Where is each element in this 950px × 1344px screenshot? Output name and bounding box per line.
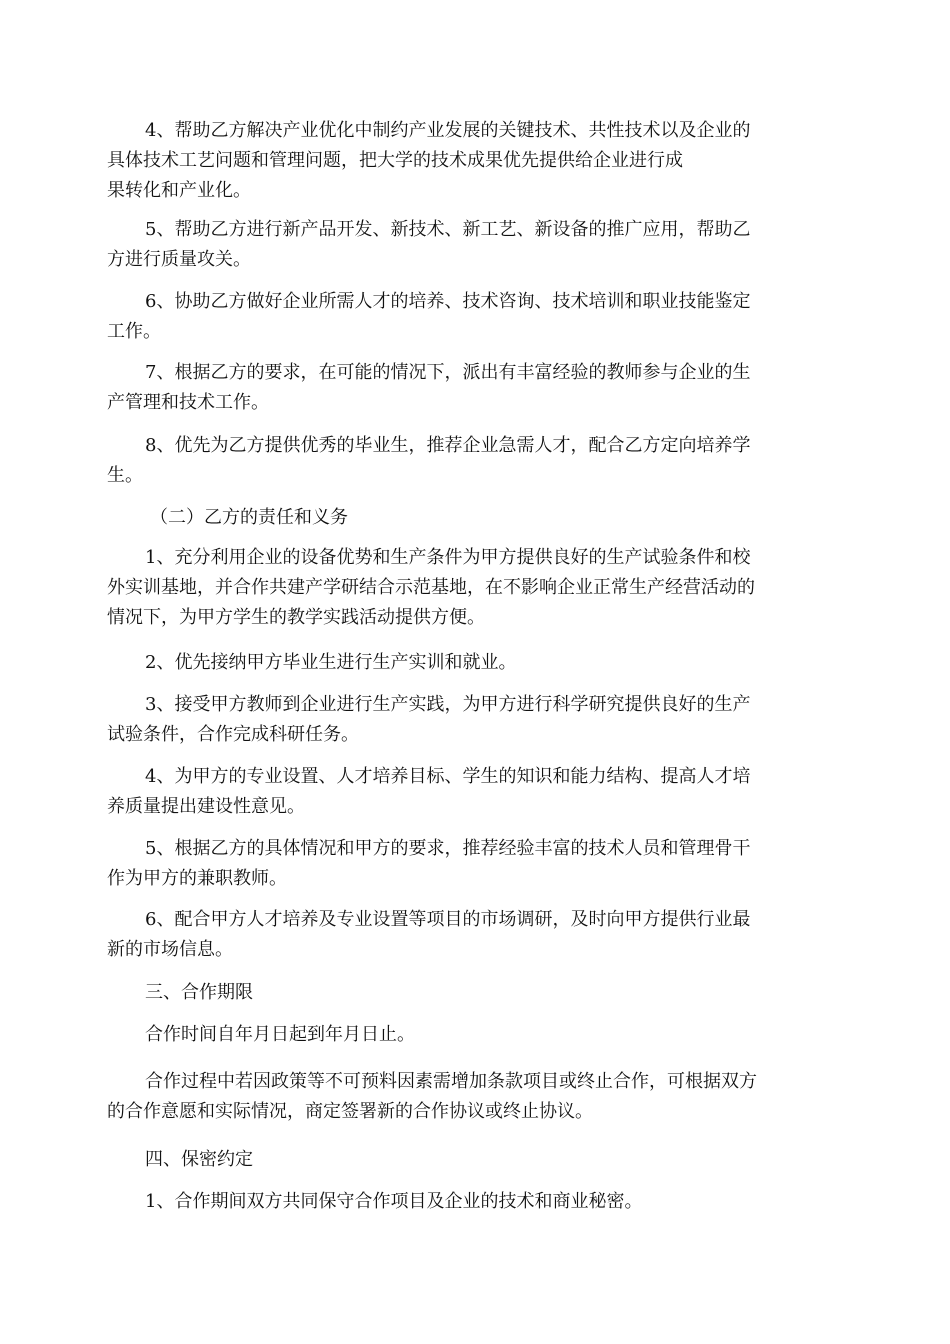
text-line: 新的市场信息。 [107, 939, 233, 960]
text-line: 情况下，为甲方学生的教学实践活动提供方便。 [107, 607, 485, 628]
text-line: 1、合作期间双方共同保守合作项目及企业的技术和商业秘密。 [145, 1191, 643, 1212]
paragraph-item-a6 [107, 287, 842, 347]
paragraph-item-a7 [107, 358, 842, 418]
text-line: 合作过程中若因政策等不可预料因素需增加条款项目或终止合作，可根据双方 [145, 1071, 757, 1092]
text-line: 作为甲方的兼职教师。 [107, 868, 287, 889]
text-line: 外实训基地，并合作共建产学研结合示范基地，在不影响企业正常生产经营活动的 [107, 577, 755, 598]
text-line: 6、协助乙方做好企业所需人才的培养、技术咨询、技术培训和职业技能鉴定 [145, 291, 751, 312]
paragraph-term-change [107, 1067, 842, 1127]
paragraph-item-b1 [107, 543, 842, 633]
text-line: 养质量提出建设性意见。 [107, 796, 305, 817]
paragraph-term-period [107, 1020, 842, 1050]
text-line: 1、充分利用企业的设备优势和生产条件为甲方提供良好的生产试验条件和校 [145, 547, 751, 568]
paragraph-item-a4 [107, 116, 842, 206]
text-line: 5、帮助乙方进行新产品开发、新技术、新工艺、新设备的推广应用，帮助乙 [145, 219, 751, 240]
text-line: 方进行质量攻关。 [107, 249, 251, 270]
text-line: 6、配合甲方人才培养及专业设置等项目的市场调研，及时向甲方提供行业最 [145, 909, 751, 930]
text-line: 工作。 [107, 321, 161, 342]
text-line: 产管理和技术工作。 [107, 392, 269, 413]
paragraph-confidential-1 [107, 1187, 842, 1217]
text-line: 生。 [107, 465, 143, 486]
paragraph-item-a8 [107, 431, 842, 491]
heading-text: 四、保密约定 [145, 1149, 253, 1170]
text-line: 5、根据乙方的具体情况和甲方的要求，推荐经验丰富的技术人员和管理骨干 [145, 838, 751, 859]
text-line: 4、帮助乙方解决产业优化中制约产业发展的关键技术、共性技术以及企业的 [145, 120, 751, 141]
text-line: 7、根据乙方的要求，在可能的情况下，派出有丰富经验的教师参与企业的生 [145, 362, 751, 383]
text-line: 合作时间自年月日起到年月日止。 [145, 1024, 415, 1045]
text-line: 3、接受甲方教师到企业进行生产实践，为甲方进行科学研究提供良好的生产 [145, 694, 751, 715]
text-line: 2、优先接纳甲方毕业生进行生产实训和就业。 [145, 652, 517, 673]
paragraph-item-a5 [107, 215, 842, 275]
section-heading-confidential [107, 1145, 842, 1175]
paragraph-item-b5 [107, 834, 842, 894]
heading-text: （二）乙方的责任和义务 [150, 507, 348, 528]
text-line: 8、优先为乙方提供优秀的毕业生，推荐企业急需人才，配合乙方定向培养学 [145, 435, 751, 456]
text-line: 果转化和产业化。 [107, 180, 251, 201]
section-heading-party-b [107, 503, 842, 533]
paragraph-item-b3 [107, 690, 842, 750]
paragraph-item-b6 [107, 905, 842, 965]
text-line: 试验条件，合作完成科研任务。 [107, 724, 359, 745]
text-line: 具体技术工艺问题和管理问题，把大学的技术成果优先提供给企业进行成 [107, 150, 683, 171]
paragraph-item-b2 [107, 648, 842, 678]
text-line: 的合作意愿和实际情况，商定签署新的合作协议或终止协议。 [107, 1101, 593, 1122]
section-heading-term [107, 978, 842, 1008]
paragraph-item-b4 [107, 762, 842, 822]
text-line: 4、为甲方的专业设置、人才培养目标、学生的知识和能力结构、提高人才培 [145, 766, 751, 787]
heading-text: 三、合作期限 [145, 982, 253, 1003]
